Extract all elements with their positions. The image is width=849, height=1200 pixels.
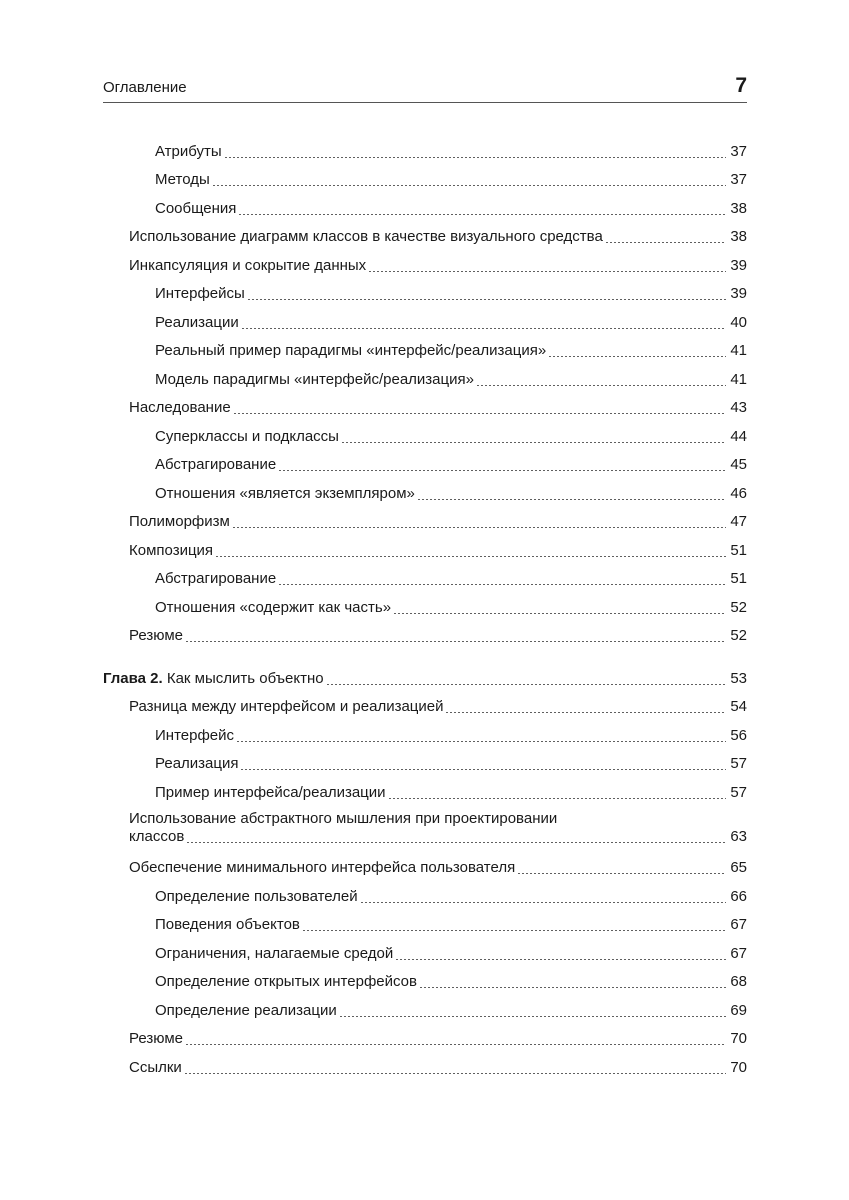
toc-chapter-entry[interactable] (103, 659, 747, 688)
toc-entry[interactable] (103, 132, 747, 161)
toc-entry[interactable] (103, 773, 747, 802)
dot-leader (278, 584, 726, 585)
toc-entry-page: 70 (730, 1030, 747, 1047)
toc-entry[interactable] (103, 877, 747, 906)
dot-leader (212, 185, 727, 186)
dot-leader (339, 1016, 727, 1017)
dot-leader (215, 556, 726, 557)
toc-entry-page: 43 (730, 399, 747, 416)
toc-entry[interactable] (103, 716, 747, 745)
dot-leader (419, 987, 726, 988)
toc-entry[interactable] (103, 560, 747, 589)
toc-entry-page: 47 (730, 513, 747, 530)
toc-entry[interactable] (103, 246, 747, 275)
dot-leader (240, 769, 726, 770)
toc-entry-title: Резюме (129, 1030, 183, 1047)
toc-entry[interactable] (103, 963, 747, 992)
toc-entry[interactable] (103, 417, 747, 446)
dot-leader (184, 1073, 727, 1074)
toc-entry[interactable] (103, 745, 747, 774)
toc-entry-title: Реализации (155, 313, 239, 331)
toc-entry-title: Интерфейс (155, 726, 235, 744)
dot-leader (326, 684, 727, 685)
toc-entry-page: 68 (730, 973, 747, 990)
dot-leader (233, 413, 727, 414)
toc-entry[interactable] (103, 906, 747, 935)
toc-entry[interactable] (103, 1020, 747, 1049)
dot-leader (341, 442, 726, 443)
toc-entry-title: Полиморфизм (129, 513, 230, 530)
toc-entry[interactable] (103, 849, 747, 878)
dot-leader (517, 873, 726, 874)
toc-entry-page: 51 (730, 541, 747, 559)
dot-leader (395, 959, 726, 960)
toc-entry-title: Разница между интерфейсом и реализацией (129, 698, 444, 715)
toc-entry-title: Модель парадигмы «интерфейс/реализация» (155, 370, 474, 388)
dot-leader (232, 527, 726, 528)
dot-leader (247, 299, 727, 300)
page-number: 7 (735, 74, 747, 97)
dot-leader (368, 271, 726, 272)
toc-entry-page: 67 (730, 944, 747, 962)
toc-entry-title: Отношения «является экземпляром» (155, 484, 415, 502)
toc-entry-title: Пример интерфейса/реализации (155, 783, 386, 801)
dot-leader (548, 356, 726, 357)
toc-entry-title: Интерфейсы (155, 285, 245, 302)
dot-leader (186, 842, 726, 843)
toc-entry-page: 51 (730, 570, 747, 587)
toc-entry-title: Атрибуты (155, 142, 222, 160)
toc-entry[interactable] (103, 446, 747, 475)
toc-entry-title: Ограничения, налагаемые средой (155, 944, 394, 962)
toc-entry-page: 56 (730, 726, 747, 744)
toc-entry-title: Резюме (129, 627, 183, 644)
toc-entry-page: 57 (730, 755, 747, 772)
toc-entry-title-continued: классов (129, 827, 185, 845)
toc-entry-title: Композиция (129, 541, 214, 559)
toc-entry[interactable] (103, 934, 747, 963)
toc-entry-page: 38 (730, 228, 747, 245)
toc-entry-page: 39 (730, 256, 747, 274)
toc-entry-page: 67 (730, 916, 747, 933)
toc-entry-page: 38 (730, 199, 747, 217)
toc-entry-title: Ссылки (129, 1058, 182, 1076)
table-of-contents (103, 132, 747, 1077)
running-header-title: Оглавление (103, 79, 187, 96)
toc-entry[interactable] (103, 389, 747, 418)
dot-leader (238, 214, 726, 215)
toc-entry-title: Обеспечение минимального интерфейса пользователя (129, 859, 516, 876)
toc-entry-page: 52 (730, 598, 747, 616)
toc-entry-page: 69 (730, 1001, 747, 1019)
toc-entry-page: 44 (730, 427, 747, 445)
toc-entry[interactable] (103, 332, 747, 361)
chapter-title: Как мыслить объектно (166, 669, 324, 687)
toc-entry-page: 45 (730, 456, 747, 473)
toc-entry-title: Методы (155, 171, 210, 188)
toc-entry-title: Использование абстрактного мышления при проектировании (129, 809, 558, 827)
running-header (103, 74, 747, 103)
dot-leader (445, 712, 726, 713)
toc-entry[interactable] (103, 474, 747, 503)
toc-entry[interactable] (103, 189, 747, 218)
dot-leader (393, 613, 726, 614)
toc-entry-page: 65 (730, 859, 747, 876)
toc-entry-title: Определение пользователей (155, 887, 358, 905)
toc-entry-title: Использование диаграмм классов в качестве визуального средства (129, 228, 603, 245)
toc-entry-page: 40 (730, 313, 747, 331)
toc-entry-page: 37 (730, 142, 747, 160)
dot-leader (605, 242, 726, 243)
toc-entry-title: Определение реализации (155, 1001, 337, 1019)
toc-entry-page: 53 (730, 669, 747, 687)
toc-entry[interactable] (103, 688, 747, 717)
dot-leader (360, 902, 727, 903)
toc-entry-page: 41 (730, 370, 747, 388)
dot-leader (417, 499, 726, 500)
toc-entry-title: Суперклассы и подклассы (155, 427, 339, 445)
dot-leader (185, 641, 726, 642)
toc-entry[interactable] (103, 503, 747, 532)
toc-entry-page: 39 (730, 285, 747, 302)
chapter-label: Глава 2. (103, 669, 163, 687)
toc-entry[interactable] (103, 588, 747, 617)
toc-entry-title: Сообщения (155, 199, 237, 217)
toc-entry-page: 37 (730, 171, 747, 188)
toc-entry[interactable] (103, 303, 747, 332)
toc-entry[interactable] (103, 275, 747, 304)
toc-entry[interactable] (103, 991, 747, 1020)
toc-entry-title: Реализация (155, 755, 239, 772)
dot-leader (388, 798, 727, 799)
dot-leader (302, 930, 726, 931)
toc-entry[interactable] (103, 802, 747, 849)
toc-entry-page: 57 (730, 783, 747, 801)
toc-entry-page: 54 (730, 698, 747, 715)
toc-entry[interactable] (103, 360, 747, 389)
toc-entry-title: Наследование (129, 399, 231, 416)
toc-entry-page: 63 (730, 827, 747, 845)
toc-entry[interactable] (103, 1048, 747, 1077)
dot-leader (236, 741, 726, 742)
dot-leader (224, 157, 727, 158)
toc-entry[interactable] (103, 531, 747, 560)
dot-leader (241, 328, 727, 329)
toc-entry[interactable] (103, 218, 747, 247)
toc-entry-title: Определение открытых интерфейсов (155, 973, 417, 990)
toc-entry-title: Абстрагирование (155, 456, 277, 473)
toc-entry-title: Реальный пример парадигмы «интерфейс/реализация» (155, 342, 547, 359)
dot-leader (476, 385, 726, 386)
dot-leader (185, 1044, 726, 1045)
toc-entry[interactable] (103, 161, 747, 190)
toc-entry-title: Отношения «содержит как часть» (155, 598, 392, 616)
toc-entry-page: 52 (730, 627, 747, 644)
toc-entry-page: 41 (730, 342, 747, 359)
toc-entry-page: 70 (730, 1058, 747, 1076)
toc-entry-title: Абстрагирование (155, 570, 277, 587)
toc-entry-page: 46 (730, 484, 747, 502)
toc-entry-page: 66 (730, 887, 747, 905)
toc-entry-title: Поведения объектов (155, 916, 300, 933)
toc-entry-title: Инкапсуляция и сокрытие данных (129, 256, 367, 274)
toc-entry[interactable] (103, 617, 747, 646)
dot-leader (278, 470, 726, 471)
